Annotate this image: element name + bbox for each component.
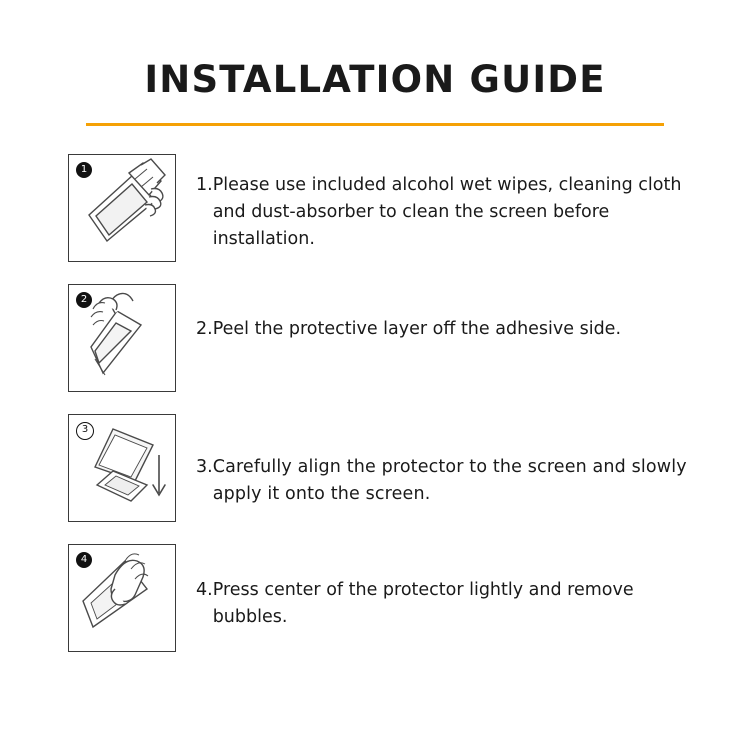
- step-text-1: [196, 154, 690, 253]
- step-badge: 2: [76, 292, 92, 308]
- step-body: Carefully align the protector to the screen and slowly apply it onto the screen.: [212, 457, 687, 504]
- list-item: [68, 414, 690, 522]
- step-badge: 4: [76, 552, 92, 568]
- step-body: Please use included alcohol wet wipes, cleaning cloth and dust-absorber to clean the screen before installation.: [212, 175, 682, 249]
- step-body: Peel the protective layer off the adhesive side.: [212, 319, 622, 339]
- title-divider: [86, 123, 664, 126]
- step-illustration-1: [68, 154, 176, 262]
- step-number: 3.: [196, 457, 213, 477]
- list-item: [68, 154, 690, 262]
- step-number: 1.: [196, 175, 213, 195]
- step-badge: 1: [76, 162, 92, 178]
- step-badge: 3: [76, 422, 94, 440]
- step-text-3: [196, 414, 690, 508]
- step-illustration-4: [68, 544, 176, 652]
- step-number: 2.: [196, 319, 213, 339]
- step-text-4: [196, 544, 690, 631]
- page-title: INSTALLATION GUIDE: [144, 58, 606, 101]
- step-illustration-3: [68, 414, 176, 522]
- step-body: Press center of the protector lightly and remove bubbles.: [212, 580, 634, 627]
- step-illustration-2: [68, 284, 176, 392]
- step-number: 4.: [196, 580, 213, 600]
- step-text-2: [196, 284, 621, 343]
- list-item: [68, 544, 690, 652]
- steps-list: [0, 154, 750, 652]
- list-item: [68, 284, 690, 392]
